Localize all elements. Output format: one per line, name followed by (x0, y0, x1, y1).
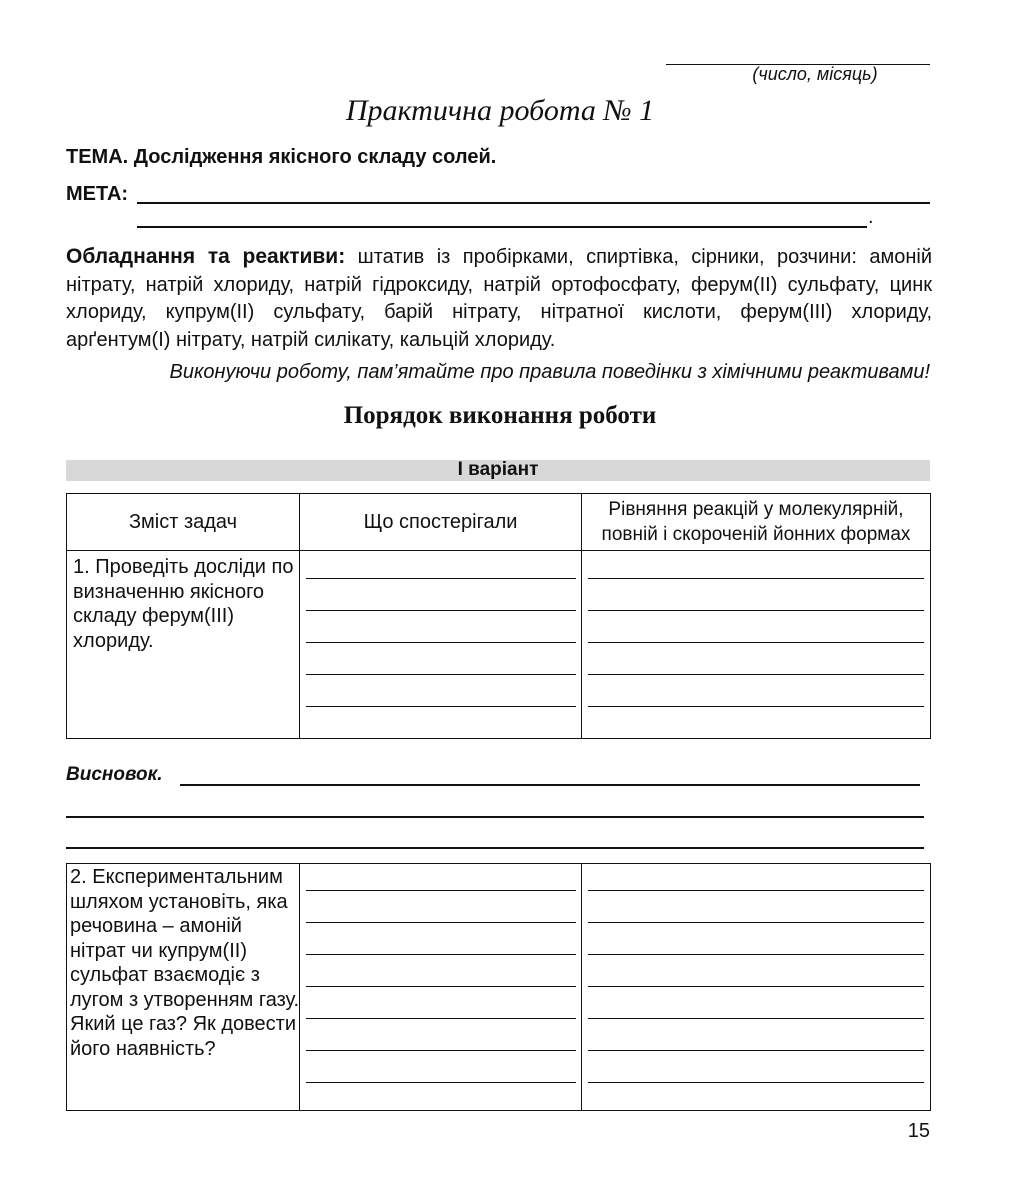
conclusion-line-1[interactable] (180, 784, 920, 786)
table-2-divider-2 (581, 863, 582, 1111)
topic: ТЕМА. Дослідження якісного складу солей. (66, 146, 497, 168)
table-1-observation-line-5[interactable] (306, 706, 576, 707)
table-2-equation-line-6[interactable] (588, 1050, 924, 1051)
goal-fill-line-1[interactable] (137, 202, 930, 204)
goal-fill-line-2[interactable] (137, 226, 867, 228)
equipment-label: Обладнання та реактиви: (66, 245, 346, 268)
page-title: Практична робота № 1 (345, 94, 655, 127)
table-2-observation-line-5[interactable] (306, 1018, 576, 1019)
conclusion-line-2[interactable] (66, 816, 924, 818)
table-2-observation-line-2[interactable] (306, 922, 576, 923)
table-1-equation-line-1[interactable] (588, 578, 924, 579)
task-2-text: 2. Експериментальним шляхом установіть, яка речовина – амоній нітрат чи купрум(II) сульфат взаємодіє з лугом з утворенням газу. Який це газ? Як довести його наявність? (70, 866, 300, 1060)
task-1-text: 1. Проведіть досліди по визначенню якісного складу ферум(III) хлориду. (73, 556, 294, 652)
table-1-observation-line-2[interactable] (306, 610, 576, 611)
table-2-equation-line-1[interactable] (588, 890, 924, 891)
table-2-observation-line-1[interactable] (306, 890, 576, 891)
table-1-equation-line-2[interactable] (588, 610, 924, 611)
table-2-observation-line-7[interactable] (306, 1082, 576, 1083)
date-caption: (число, місяць) (752, 64, 878, 84)
table-1-observation-line-1[interactable] (306, 578, 576, 579)
table-2-equation-line-2[interactable] (588, 922, 924, 923)
procedure-title: Порядок виконання роботи (343, 402, 657, 429)
conclusion-label: Висновок. (66, 764, 163, 785)
table-1-header-divider (66, 550, 931, 551)
table-1-divider-2 (581, 493, 582, 739)
equipment-paragraph (66, 243, 932, 354)
goal-label: МЕТА: (66, 183, 129, 205)
table-2-equation-line-3[interactable] (588, 954, 924, 955)
table-1-observation-line-3[interactable] (306, 642, 576, 643)
variant-label: I варіант (457, 459, 539, 480)
table-2-equation-line-4[interactable] (588, 986, 924, 987)
table-2-equation-line-7[interactable] (588, 1082, 924, 1083)
table-1-divider-1 (299, 493, 300, 739)
header-equations: Рівняння реакцій у молекулярній, повній і скороченій йонних формах (601, 499, 911, 545)
table-1-equation-line-3[interactable] (588, 642, 924, 643)
table-1-observation-line-4[interactable] (306, 674, 576, 675)
table-2-observation-line-4[interactable] (306, 986, 576, 987)
safety-warning: Виконуючи роботу, пам’ятайте про правила поведінки з хімічними реактивами! (169, 361, 930, 383)
table-2-observation-line-6[interactable] (306, 1050, 576, 1051)
conclusion-line-3[interactable] (66, 847, 924, 849)
equipment-text: штатив із пробірками, спиртівка, сірники, розчини: амоній нітрату, натрій хлориду, натрій гідроксиду, натрій ортофосфату, ферум(II) сульфату, цинк хлориду, купрум(II) сульфату, барій нітрату, нітратної кислоти, ферум(III) хлориду, арґентум(I) нітрату, натрій силікату, кальцій хлориду. (66, 246, 932, 351)
header-observations: Що спостерігали (363, 511, 518, 533)
goal-end-mark: . (868, 206, 874, 228)
table-2-observation-line-3[interactable] (306, 954, 576, 955)
header-tasks: Зміст задач (128, 511, 238, 533)
page-number: 15 (907, 1120, 930, 1142)
table-1-equation-line-4[interactable] (588, 674, 924, 675)
table-2-equation-line-5[interactable] (588, 1018, 924, 1019)
table-1-equation-line-5[interactable] (588, 706, 924, 707)
